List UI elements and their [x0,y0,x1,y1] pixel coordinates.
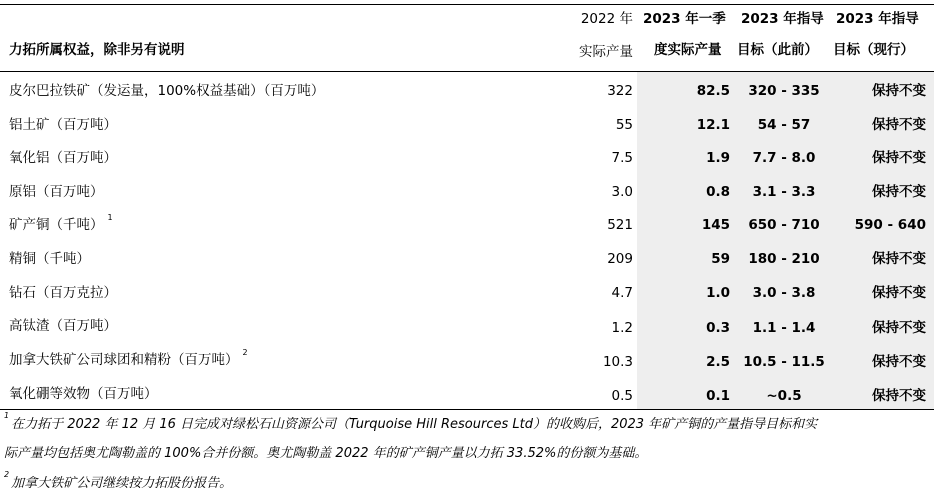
actual-2022-value: 322 [607,83,633,99]
guidance-curr-value: 保持不变 [872,150,926,166]
guidance-prev-value: 3.1 - 3.3 [752,184,816,200]
q1-2023-value: 145 [701,217,730,233]
header-actual-2022-line2: 实际产量 [579,44,633,60]
footnote-ref: 2 [242,347,248,357]
q1-2023-value: 2.5 [706,354,730,370]
row-label: 钻石（百万克拉） [9,285,117,301]
guidance-curr-value: 590 - 640 [854,217,926,233]
footnote-1 [4,410,818,433]
header-guidance-curr-line1: 2023 年指导 [836,11,919,27]
header-guidance-prev-line1: 2023 年指导 [741,11,824,27]
q1-2023-value: 1.9 [706,150,730,166]
guidance-prev-value: ~0.5 [766,388,802,404]
q1-2023-value: 1.0 [706,285,730,301]
row-label: 原铝（百万吨） [9,184,104,200]
production-guidance-table [0,4,934,410]
header-row-label: 力拓所属权益，除非另有说明 [9,42,185,58]
q1-2023-value: 12.1 [696,117,730,133]
guidance-curr-value: 保持不变 [872,320,926,336]
guidance-prev-value: 7.7 - 8.0 [752,150,816,166]
header-guidance-curr-line2: 目标（现行） [833,42,914,58]
row-label: 铝土矿（百万吨） [9,117,117,133]
footnote-1-continued [4,446,647,462]
footnote-text: 际产量均包括奥尤陶勒盖的 100%合并份额。奥尤陶勒盖 2022 年的矿产铜产量以力拓 33.52%的份额为基础。 [4,446,648,461]
q1-2023-value: 0.3 [706,320,730,336]
header-guidance-prev-line2: 目标（此前） [737,42,818,58]
guidance-prev-value: 10.5 - 11.5 [743,354,825,370]
guidance-curr-value: 保持不变 [872,388,926,404]
guidance-curr-value: 保持不变 [872,83,926,99]
actual-2022-value: 3.0 [611,184,633,200]
guidance-curr-value: 保持不变 [872,251,926,267]
footnote-text: 加拿大铁矿公司继续按力拓股份报告。 [11,476,233,491]
guidance-curr-value: 保持不变 [872,117,926,133]
guidance-prev-value: 1.1 - 1.4 [752,320,816,336]
actual-2022-value: 7.5 [611,150,633,166]
row-label: 氧化硼等效物（百万吨） [9,386,158,402]
row-label: 精铜（千吨） [9,251,90,267]
footnote-ref: 1 [107,212,113,222]
header-q1-2023-line2: 度实际产量 [654,42,722,58]
row-label: 高钛渣（百万吨） [9,318,117,334]
q1-2023-value: 0.8 [706,184,730,200]
actual-2022-value: 521 [607,217,633,233]
footnote-2 [4,469,233,492]
guidance-prev-value: 3.0 - 3.8 [752,285,816,301]
guidance-curr-value: 保持不变 [872,354,926,370]
row-label: 氧化铝（百万吨） [9,150,117,166]
header-divider [0,71,934,72]
guidance-prev-value: 54 - 57 [757,117,811,133]
row-label: 矿产铜（千吨） $^1$ [9,212,113,233]
actual-2022-value: 10.3 [602,354,633,370]
actual-2022-value: 4.7 [611,285,633,301]
row-label: 加拿大铁矿公司球团和精粉（百万吨） $^2$ [9,347,248,368]
guidance-prev-value: 650 - 710 [748,217,820,233]
footnote-text: 在力拓于 2022 年 12 月 16 日完成对绿松石山资源公司（Turquoise Hill Resources Ltd）的收购后，2023 年矿产铜的产量指导目标和实 [11,417,818,432]
actual-2022-value: 209 [607,251,633,267]
actual-2022-value: 0.5 [611,388,633,404]
header-q1-2023-line1: 2023 年一季 [643,11,726,27]
row-label: 皮尔巴拉铁矿（发运量，100%权益基础）（百万吨） [9,83,325,99]
q1-2023-value: 59 [711,251,730,267]
guidance-curr-value: 保持不变 [872,184,926,200]
footnote-mark: 1 [4,410,10,420]
guidance-prev-value: 180 - 210 [748,251,820,267]
footnote-mark: 2 [4,469,10,479]
q1-2023-value: 82.5 [696,83,730,99]
actual-2022-value: 55 [615,117,633,133]
guidance-curr-value: 保持不变 [872,285,926,301]
actual-2022-value: 1.2 [611,320,633,336]
q1-2023-value: 0.1 [706,388,730,404]
guidance-prev-value: 320 - 335 [748,83,820,99]
header-actual-2022-line1: 2022 年 [580,11,633,27]
